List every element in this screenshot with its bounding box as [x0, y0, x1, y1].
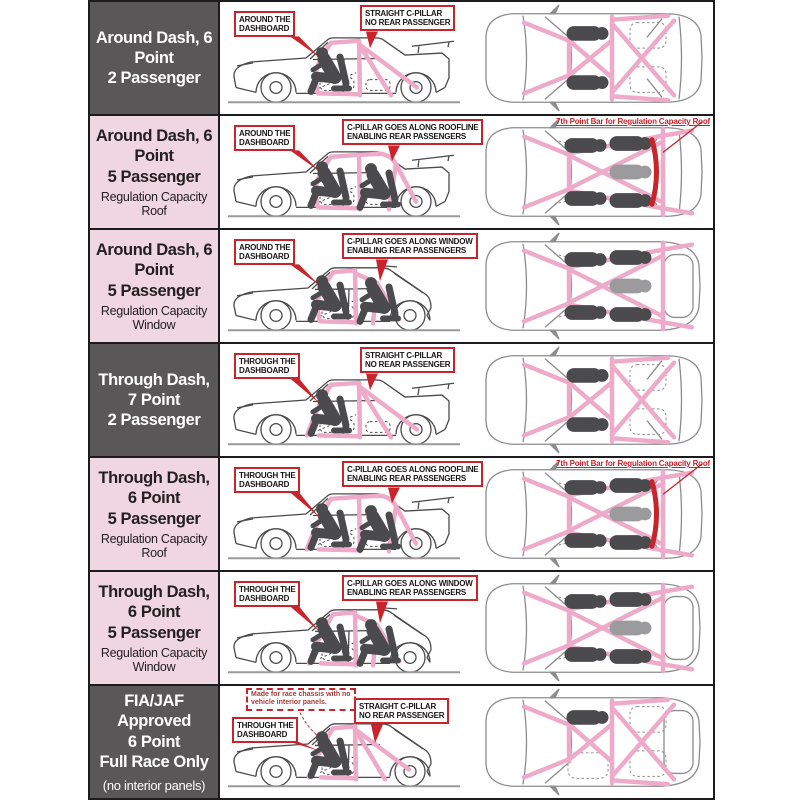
passenger-figure-top [572, 595, 607, 608]
passenger-figure-top [572, 253, 607, 266]
row-label-line: 6 Point [127, 732, 181, 751]
pillar-callout [360, 347, 455, 373]
seventh-point-label: 7th Point Bar for Regulation Capacity Roof [556, 459, 710, 468]
dashboard-callout-line: THROUGH THE [239, 471, 296, 480]
dashboard-callout-line: DASHBOARD [239, 366, 290, 376]
config-row [90, 116, 713, 230]
passenger-figure-top [617, 479, 652, 492]
pillar-callout-line: ENABLING REAR PASSENGERS [347, 132, 467, 142]
pillar-callout [342, 233, 478, 259]
dashboard-callout [234, 353, 300, 379]
passenger-figure-side [311, 275, 349, 319]
dashboard-callout [234, 239, 295, 265]
dashboard-callout [234, 11, 295, 37]
pillar-callout-line: ENABLING REAR PASSENGERS [347, 246, 467, 256]
passenger-figure-side [311, 503, 349, 547]
row-label-cell [90, 2, 220, 114]
dashboard-callout [234, 125, 295, 151]
pillar-callout-arrow [376, 601, 388, 623]
passenger-figure-top [574, 711, 609, 724]
config-row [90, 572, 713, 686]
row-label-line: 5 Passenger [107, 167, 201, 186]
pillar-callout [342, 119, 483, 145]
passenger-figure-side [360, 163, 398, 207]
row-label-cell [90, 686, 220, 798]
dashboard-callout-line: THROUGH THE [239, 357, 296, 366]
passenger-figure-top [572, 481, 607, 494]
diagram-cell [220, 344, 713, 456]
row-label-line: Around Dash, 6 Point [95, 241, 213, 280]
row-label-line: 2 Passenger [107, 69, 201, 88]
roll-cage-config-table [88, 0, 715, 800]
top-view-car-diagram [466, 686, 713, 798]
passenger-figure-top [572, 139, 607, 152]
dashboard-callout-line: DASHBOARD [239, 480, 290, 490]
pillar-callout-line: NO REAR PASSENGER [365, 18, 451, 28]
top-view-car-diagram [466, 2, 713, 114]
passenger-figure-top [617, 308, 652, 321]
passenger-figure-top [617, 137, 652, 150]
passenger-figure-top [617, 536, 652, 549]
passenger-figure-top [574, 76, 609, 89]
diagram-cell [220, 458, 713, 570]
roll-cage-top [524, 129, 692, 215]
dashboard-callout-line: THROUGH THE [239, 585, 296, 594]
row-label-cell [90, 230, 220, 342]
top-view-car-diagram [466, 230, 713, 342]
pillar-callout-line: C-PILLAR GOES ALONG ROOFLINE [347, 123, 479, 132]
row-label-cell [90, 458, 220, 570]
row-label-line: FIA/JAF Approved [117, 692, 191, 731]
pillar-callout-arrow [376, 259, 388, 281]
row-sub-label: Regulation Capacity Roof [100, 531, 208, 560]
dashboard-callout-line: DASHBOARD [239, 24, 290, 34]
passenger-figure-side [311, 617, 349, 661]
dashboard-callout-arrow [290, 492, 319, 517]
row-sub-label: Regulation Capacity Roof [100, 189, 208, 218]
seventh-point-bar [652, 482, 657, 547]
diagram-cell [220, 230, 713, 342]
top-view-car-diagram [466, 458, 713, 570]
dashboard-callout [232, 717, 298, 743]
roll-cage-top [524, 243, 692, 329]
row-label-line: 5 Passenger [107, 623, 201, 642]
passenger-figure-top [617, 280, 652, 293]
dashboard-callout-line: AROUND THE [239, 15, 291, 24]
pillar-callout [354, 698, 449, 724]
top-view-car-diagram [466, 344, 713, 456]
passenger-figure-top [572, 306, 607, 319]
config-row [90, 0, 713, 116]
pillar-callout-line: C-PILLAR GOES ALONG WINDOW [347, 237, 473, 246]
passenger-figure-top [617, 650, 652, 663]
pillar-callout-line: ENABLING REAR PASSENGERS [347, 474, 467, 484]
row-label-cell [90, 344, 220, 456]
pillar-callout-arrow [366, 373, 378, 390]
dashboard-callout-arrow [290, 378, 319, 403]
diagram-cell [220, 572, 713, 684]
config-row [90, 344, 713, 458]
row-label-line: Through Dash, 6 Point [98, 469, 210, 508]
row-label-line: Full Race Only [99, 752, 209, 771]
passenger-figure-top [617, 166, 652, 179]
race-chassis-note-line: vehicle interior panels. [251, 699, 327, 707]
seventh-point-bar [652, 140, 657, 205]
pillar-callout-arrow [366, 31, 378, 48]
pillar-callout-line: STRAIGHT C-PILLAR [365, 351, 443, 360]
pillar-callout-line: ENABLING REAR PASSENGERS [347, 588, 467, 598]
dashboard-callout-line: DASHBOARD [239, 138, 290, 148]
row-label-cell [90, 572, 220, 684]
passenger-figure-top [574, 369, 609, 382]
row-sub-label: Regulation Capacity Window [100, 645, 208, 674]
dashboard-callout-line: THROUGH THE [237, 721, 294, 730]
pillar-callout-line: NO REAR PASSENGER [365, 360, 451, 370]
pillar-callout-line: NO REAR PASSENGER [359, 711, 445, 721]
roll-cage-top [524, 585, 692, 671]
passenger-figure-side [311, 47, 349, 91]
pillar-callout [342, 575, 478, 601]
top-view-car-diagram [466, 116, 713, 228]
passenger-figure-side [360, 505, 398, 549]
row-label-line: 5 Passenger [107, 509, 201, 528]
dashboard-callout-line: AROUND THE [239, 243, 291, 252]
diagram-cell [220, 2, 713, 114]
passenger-figure-top [617, 194, 652, 207]
passenger-figure-top [574, 27, 609, 40]
dashboard-callout-line: AROUND THE [239, 129, 291, 138]
top-view-car-diagram [466, 572, 713, 684]
pillar-callout [360, 5, 455, 31]
row-label-line: Through Dash, 6 Point [98, 583, 210, 622]
passenger-figure-top [617, 508, 652, 521]
passenger-figure-top [572, 648, 607, 661]
passenger-figure-top [617, 593, 652, 606]
passenger-figure-side [311, 161, 349, 205]
dashboard-callout-line: DASHBOARD [239, 594, 290, 604]
row-label-line: 5 Passenger [107, 281, 201, 300]
passenger-figure-top [572, 192, 607, 205]
pillar-callout-line: C-PILLAR GOES ALONG ROOFLINE [347, 465, 479, 474]
dashboard-callout [234, 581, 300, 607]
dashboard-callout [234, 467, 300, 493]
row-label-line: Through Dash, 7 Point [98, 370, 210, 409]
race-chassis-note [246, 688, 356, 711]
passenger-figure-side [311, 731, 349, 775]
row-label-cell [90, 116, 220, 228]
passenger-figure-top [572, 534, 607, 547]
row-label-line: Around Dash, 6 Point [95, 127, 213, 166]
config-row [90, 458, 713, 572]
dashboard-callout-line: DASHBOARD [239, 252, 290, 262]
diagram-cell [220, 116, 713, 228]
passenger-figure-top [617, 622, 652, 635]
dashboard-callout-arrow [290, 606, 319, 631]
pillar-callout-line: C-PILLAR GOES ALONG WINDOW [347, 579, 473, 588]
seventh-point-label: 7th Point Bar for Regulation Capacity Roof [556, 117, 710, 126]
diagram-cell [220, 686, 713, 798]
passenger-figure-top [617, 251, 652, 264]
row-sub-label: Regulation Capacity Window [100, 303, 208, 332]
race-chassis-note-line: Made for race chassis with no [251, 691, 351, 698]
pillar-callout-line: STRAIGHT C-PILLAR [359, 702, 437, 711]
passenger-figure-top [574, 418, 609, 431]
config-row [90, 230, 713, 344]
roll-cage-top [524, 471, 692, 557]
note-pointer-line [300, 713, 317, 736]
row-label-line: 2 Passenger [107, 411, 201, 430]
pillar-callout-line: STRAIGHT C-PILLAR [365, 9, 443, 18]
config-row [90, 686, 713, 800]
pillar-callout [342, 461, 483, 487]
dashboard-callout-line: DASHBOARD [237, 730, 288, 740]
row-sub-label: (no interior panels) [102, 777, 206, 793]
row-label-line: Around Dash, 6 Point [95, 28, 213, 67]
passenger-figure-side [311, 389, 349, 433]
